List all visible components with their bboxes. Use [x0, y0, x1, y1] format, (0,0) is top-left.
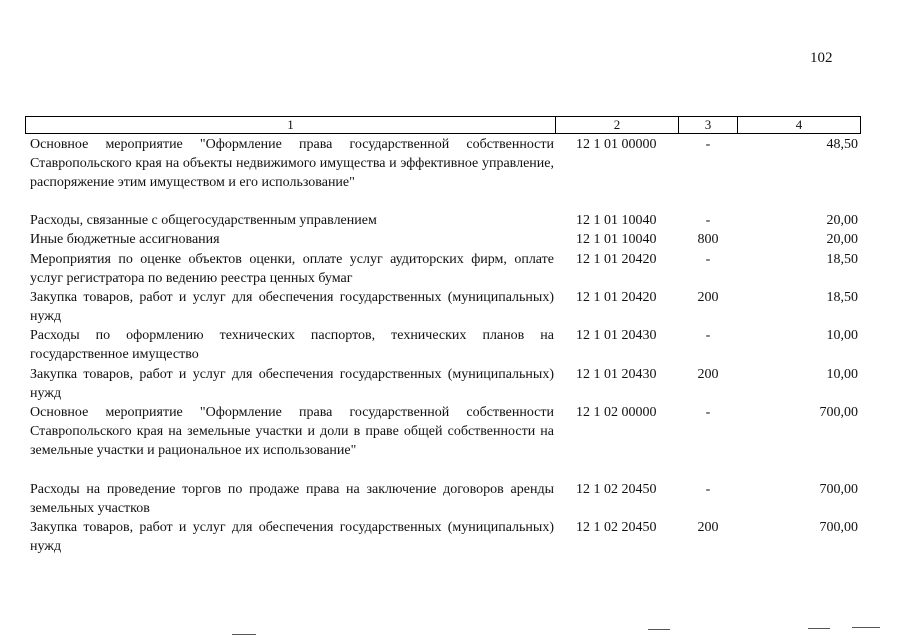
header-col-1: 1: [25, 116, 556, 134]
row-name: Расходы на проведение торгов по продаже права на заключение договоров аренды земельных участков: [30, 482, 554, 516]
row-type: 200: [697, 290, 719, 305]
row-type: 200: [697, 520, 719, 535]
header-col-2: 2: [555, 116, 679, 134]
row-amount: 10,00: [826, 367, 858, 382]
row-code: 12 1 01 10040: [576, 213, 657, 228]
row-code: 12 1 01 00000: [576, 137, 657, 152]
row-name: Закупка товаров, работ и услуг для обеспечения государственных (муниципальных) нужд: [30, 520, 554, 554]
row-name: Расходы по оформлению технических паспортов, технических планов на государственное имущество: [30, 328, 554, 362]
row-type: -: [705, 405, 711, 420]
row-name: Закупка товаров, работ и услуг для обеспечения государственных (муниципальных) нужд: [30, 367, 554, 401]
row-code: 12 1 01 20430: [576, 367, 657, 382]
row-amount: 20,00: [826, 232, 858, 247]
row-name: Основное мероприятие "Оформление права государственной собственности Ставропольского края на земельные участки и доли в праве общей собственности на земельные участки и рациональное их использование": [30, 405, 554, 458]
row-amount: 700,00: [819, 520, 858, 535]
row-amount: 700,00: [819, 405, 858, 420]
row-code: 12 1 01 20430: [576, 328, 657, 343]
row-type: -: [705, 137, 711, 152]
header-col-3: 3: [678, 116, 738, 134]
scan-mark: [852, 627, 880, 628]
row-amount: 20,00: [826, 213, 858, 228]
row-amount: 18,50: [826, 252, 858, 267]
row-code: 12 1 01 20420: [576, 290, 657, 305]
row-type: 200: [697, 367, 719, 382]
header-col-4: 4: [737, 116, 861, 134]
row-code: 12 1 01 20420: [576, 252, 657, 267]
row-type: -: [705, 213, 711, 228]
scan-mark: [232, 634, 256, 635]
row-code: 12 1 02 00000: [576, 405, 657, 420]
row-name: Основное мероприятие "Оформление права государственной собственности Ставропольского края на объекты недвижимого имущества и эффективное управление, распоряжение этим имуществом и его использование": [30, 137, 554, 190]
row-name: Иные бюджетные ассигнования: [30, 232, 220, 247]
row-type: -: [705, 328, 711, 343]
scan-mark: [648, 629, 670, 630]
row-code: 12 1 01 10040: [576, 232, 657, 247]
row-code: 12 1 02 20450: [576, 520, 657, 535]
row-code: 12 1 02 20450: [576, 482, 657, 497]
scan-mark: [808, 628, 830, 629]
page-number: 102: [810, 50, 833, 66]
row-type: -: [705, 482, 711, 497]
row-name: Закупка товаров, работ и услуг для обеспечения государственных (муниципальных) нужд: [30, 290, 554, 324]
row-amount: 10,00: [826, 328, 858, 343]
row-name: Мероприятия по оценке объектов оценки, оплате услуг аудиторских фирм, оплате услуг регистратора по ведению реестра ценных бумаг: [30, 252, 554, 286]
row-amount: 48,50: [826, 137, 858, 152]
row-type: -: [705, 252, 711, 267]
row-type: 800: [697, 232, 719, 247]
row-amount: 700,00: [819, 482, 858, 497]
row-amount: 18,50: [826, 290, 858, 305]
row-name: Расходы, связанные с общегосударственным управлением: [30, 213, 377, 228]
